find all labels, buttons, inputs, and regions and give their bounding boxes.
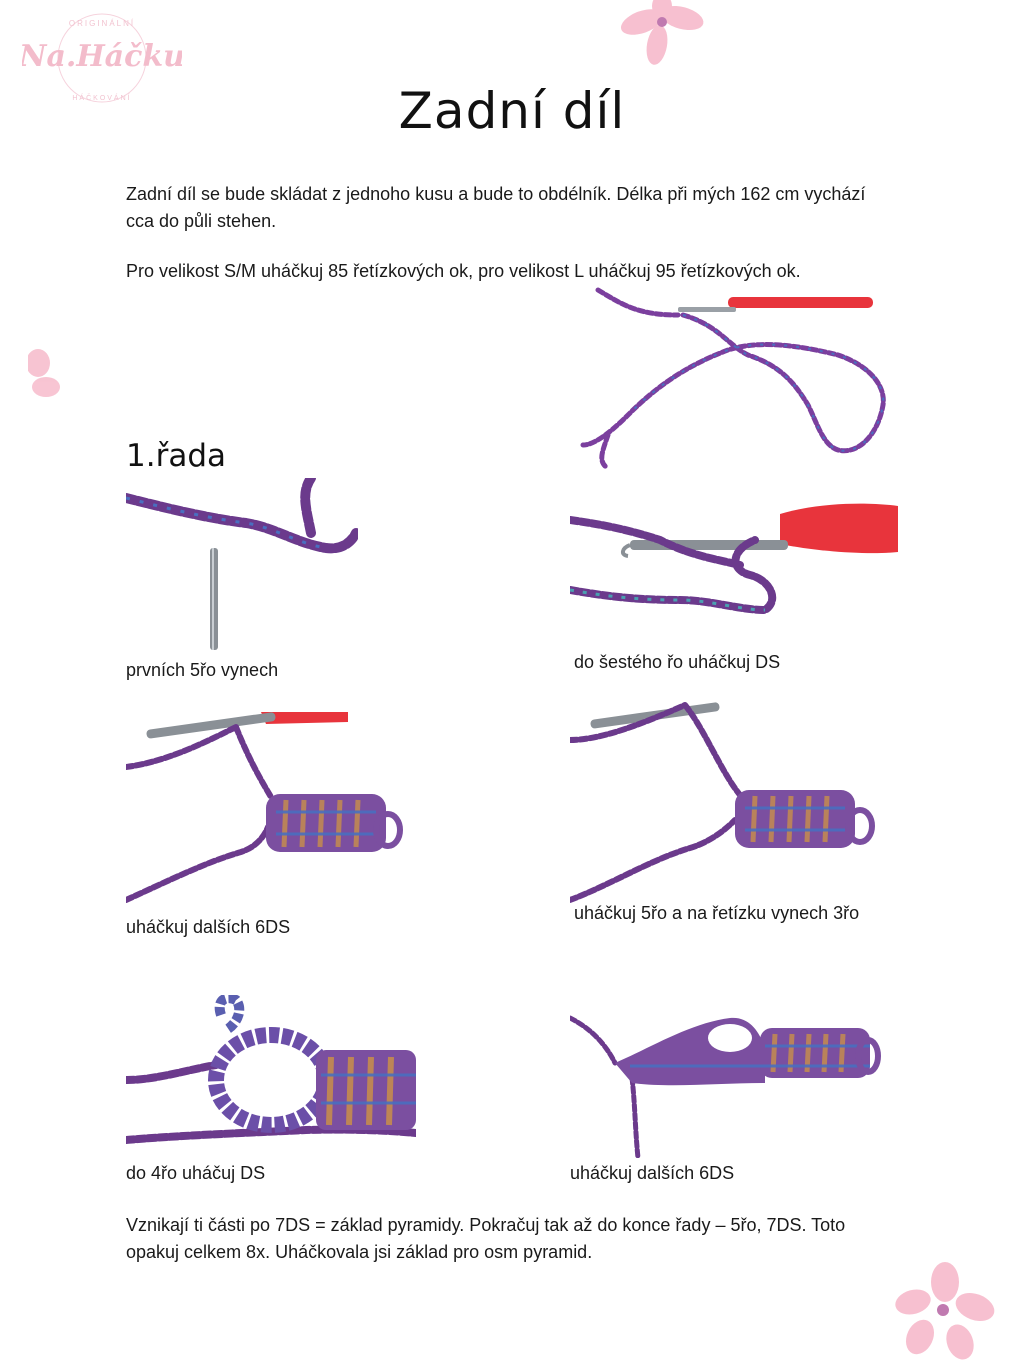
page-title: Zadní díl bbox=[398, 82, 626, 140]
logo-ring-bottom: HÁČKOVÁNÍ bbox=[72, 95, 132, 102]
step-caption: uháčkuj 5řo a na řetízku vynech 3řo bbox=[574, 903, 860, 923]
step-caption: prvních 5řo vynech bbox=[126, 660, 279, 680]
size-note-paragraph: Pro velikost S/M uháčkuj 85 řetízkových ok, pro velikost L uháčkuj 95 řetízkových ok. bbox=[126, 261, 801, 281]
step-photo bbox=[570, 1008, 882, 1158]
step-photo bbox=[126, 712, 406, 904]
flower-decoration-icon bbox=[895, 1262, 995, 1362]
photo-foundation-chain bbox=[578, 285, 890, 470]
logo-ring-top: ORIGINÁLNÍ bbox=[68, 19, 136, 28]
row-heading: 1.řada bbox=[126, 438, 226, 474]
logo-brand: Na.Háčku bbox=[22, 39, 182, 74]
step-caption: do šestého řo uháčkuj DS bbox=[574, 652, 781, 672]
step-photo bbox=[570, 500, 898, 635]
step-photo bbox=[126, 995, 416, 1155]
outro-paragraph: Vznikají ti části po 7DS = základ pyramidy. Pokračuj tak až do konce řady – 5řo, 7DS. Toto opakuj celkem 8x. Uháčkovala jsi základ pro osm pyramid. bbox=[126, 1215, 846, 1262]
flower-decoration-icon bbox=[612, 0, 712, 70]
step-caption: uháčkuj dalších 6DS bbox=[126, 917, 291, 937]
intro-paragraph: Zadní díl se bude skládat z jednoho kusu a bude to obdélník. Délka při mých 162 cm vychází cca do půli stehen. bbox=[126, 184, 866, 231]
step-caption: uháčkuj dalších 6DS bbox=[570, 1163, 735, 1183]
step-photo bbox=[570, 700, 882, 905]
step-photo bbox=[126, 478, 358, 650]
step-caption: do 4řo uháčuj DS bbox=[126, 1163, 266, 1183]
flower-decoration-icon bbox=[28, 345, 68, 405]
